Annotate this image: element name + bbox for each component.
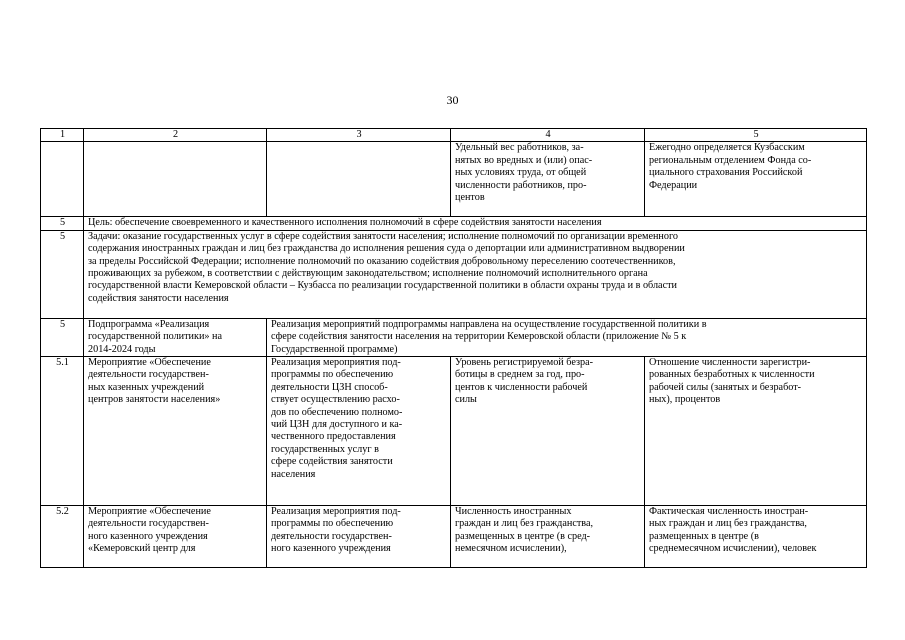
table-row <box>41 217 867 230</box>
row-number: 5.2 <box>41 506 84 568</box>
header-col-2: 2 <box>84 129 267 142</box>
row-number: 5 <box>41 217 84 230</box>
table-row <box>41 142 867 217</box>
goal-cell: Цель: обеспечение своевременного и качественного исполнения полномочий в сфере содействия занятости населения <box>84 217 867 230</box>
table-row <box>41 230 867 318</box>
cell-empty <box>41 142 84 217</box>
indicator-cell: Уровень регистрируемой безра- ботицы в среднем за год, про- центов к численности рабочей силы <box>451 357 645 506</box>
row-number: 5 <box>41 230 84 318</box>
table-row <box>41 506 867 568</box>
row-number: 5.1 <box>41 357 84 506</box>
row-number: 5 <box>41 318 84 356</box>
tasks-cell: Задачи: оказание государственных услуг в сфере содействия занятости населения; исполнение полномочий по организации временного содержания иностранных граждан и лиц без гражданства до исполнения решения суда о депортации или административном выдворении за пределы Российской Федерации; исполнение полномочий по оказанию содействия добровольному переселению соотечественников, проживающих за рубежом, в соответствии с действующим законодательством; исполнение полномочий исполнительного органа государственной власти Кемеровской области – Кузбасса по реализации государственной политики в области охраны труда и в области содействия занятости населения <box>84 230 867 318</box>
header-col-5: 5 <box>645 129 867 142</box>
table-row <box>41 318 867 356</box>
indicator-cell: Удельный вес работников, за- нятых во вредных и (или) опас- ных условиях труда, от общей численности работников, про- центов <box>451 142 645 217</box>
subprogram-name-cell: Подпрограмма «Реализация государственной политики» на 2014-2024 годы <box>84 318 267 356</box>
subprogram-description-cell: Реализация мероприятий подпрограммы направлена на осуществление государственной политики в сфере содействия занятости населения на территории Кемеровской области (приложение № 5 к Государственной программе) <box>267 318 867 356</box>
measure-description-cell: Реализация мероприятия под- программы по обеспечению деятельности государствен- ного казенного учреждения <box>267 506 451 568</box>
method-cell: Фактическая численность иностран- ных граждан и лиц без гражданства, размещенных в центре (в среднемесячном исчислении), человек <box>645 506 867 568</box>
program-table <box>40 128 867 568</box>
header-col-1: 1 <box>41 129 84 142</box>
cell-empty <box>84 142 267 217</box>
header-row <box>41 129 867 142</box>
header-col-3: 3 <box>267 129 451 142</box>
method-cell: Отношение численности зарегистри- рованных безработных к численности рабочей силы (занятых и безработ- ных), процентов <box>645 357 867 506</box>
indicator-cell: Численность иностранных граждан и лиц без гражданства, размещенных в центре (в сред- немесячном исчислении), <box>451 506 645 568</box>
measure-name-cell: Мероприятие «Обеспечение деятельности государствен- ных казенных учреждений центров занятости населения» <box>84 357 267 506</box>
measure-name-cell: Мероприятие «Обеспечение деятельности государствен- ного казенного учреждения «Кемеровский центр для <box>84 506 267 568</box>
header-col-4: 4 <box>451 129 645 142</box>
table-row <box>41 357 867 506</box>
measure-description-cell: Реализация мероприятия под- программы по обеспечению деятельности ЦЗН способ- ствует осуществлению расхо- дов по обеспечению полномо- чий ЦЗН для доступного и ка- чественного предоставления государственных услуг в сфере содействия занятости населения <box>267 357 451 506</box>
page-number: 30 <box>446 93 459 107</box>
cell-empty <box>267 142 451 217</box>
method-cell: Ежегодно определяется Кузбасским региональным отделением Фонда со- циального страхования Российской Федерации <box>645 142 867 217</box>
